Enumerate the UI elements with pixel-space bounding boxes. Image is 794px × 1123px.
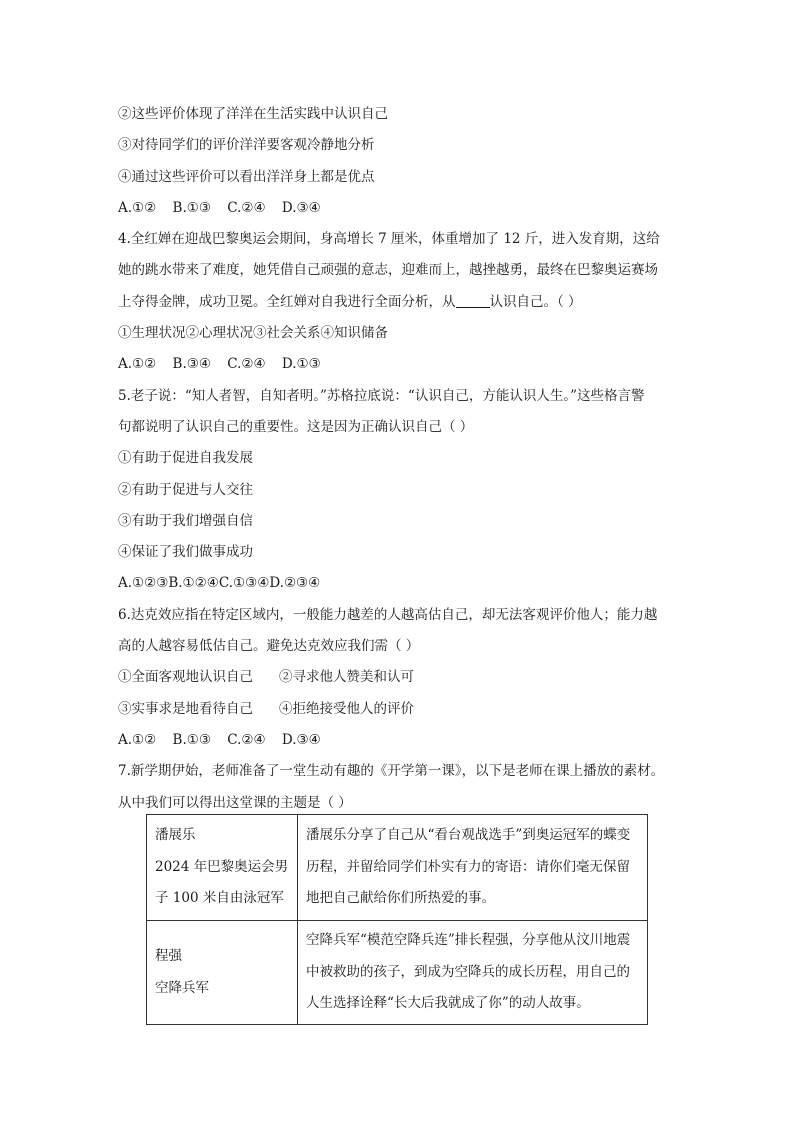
- story-line-1: 空降兵军“模范空降兵连”排长程强，分享他从汶川地震: [306, 932, 631, 949]
- q3-option-b[interactable]: B.①③: [172, 199, 211, 216]
- q4-stem-line-2: 她的跳水带来了难度，她凭借自己顽强的意志，迎难而上，越挫越勇，最终在巴黎奥运赛场: [118, 262, 658, 279]
- q6-options: [118, 725, 688, 756]
- q6-item-4: ④拒绝接受他人的评价: [279, 700, 414, 717]
- q3-option-a[interactable]: A.①②: [118, 199, 157, 216]
- table-cell-person: [147, 921, 298, 1025]
- q6-item-3: ③实事求是地看待自己: [118, 700, 253, 717]
- q4-option-d[interactable]: D.①③: [281, 356, 321, 373]
- question-content: [118, 99, 688, 819]
- q4-stem-line-1: 4.全红婵在迎战巴黎奥运会期间，身高增长 7 厘米，体重增加了 12 斤，进入发育期，这给: [118, 231, 660, 248]
- story-line-2: 中被救助的孩子，到成为空降兵的成长历程，用自己的: [306, 963, 630, 980]
- table-cell-story: [298, 921, 648, 1025]
- q6-option-b[interactable]: B.①③: [172, 731, 211, 748]
- q6-item-1: ①全面客观地认识自己: [118, 669, 253, 686]
- story-line-3: 地把自己献给你们所热爱的事。: [306, 890, 495, 907]
- q3-option-d[interactable]: D.③④: [281, 199, 321, 216]
- q4-option-b[interactable]: B.③④: [172, 356, 211, 373]
- q5-stem-line-2: 句都说明了认识自己的重要性。这是因为正确认识自己（ ）: [118, 418, 474, 435]
- q7-material-table: [146, 814, 648, 1025]
- q6-option-c[interactable]: C.②④: [227, 731, 266, 748]
- q6-option-d[interactable]: D.③④: [281, 731, 321, 748]
- story-line-1: 潘展乐分享了自己从“看台观战选手”到奥运冠军的蝶变: [306, 827, 631, 844]
- q3-item-4: ④通过这些评价可以看出洋洋身上都是优点: [118, 168, 375, 185]
- q4-fill-blank[interactable]: [456, 291, 490, 308]
- table-row: [147, 921, 648, 1025]
- q6-item-2: ②寻求他人赞美和认可: [279, 669, 414, 686]
- q6-items-row-2: [118, 694, 688, 725]
- q6-option-a[interactable]: A.①②: [118, 731, 157, 748]
- q4-option-a[interactable]: A.①②: [118, 356, 157, 373]
- q5-item-3: ③有助于我们增强自信: [118, 512, 253, 529]
- q4-options: [118, 349, 688, 380]
- q3-item-2: ②这些评价体现了洋洋在生活实践中认识自己: [118, 106, 388, 122]
- q4-stem-before-blank: 上夺得金牌，成功卫冕。全红婵对自我进行全面分析，从: [118, 293, 456, 310]
- q4-option-c[interactable]: C.②④: [227, 356, 266, 373]
- table-row: [147, 815, 648, 921]
- q3-option-c[interactable]: C.②④: [227, 199, 266, 216]
- q7-stem-line-2: 从中我们可以得出这堂课的主题是（ ）: [118, 794, 352, 811]
- person-title: 空降兵军: [155, 979, 209, 996]
- q6-stem-line-1: 6.达克效应指在特定区域内，一般能力越差的人越高估自己，却无法客观评价他人；能力越: [118, 606, 658, 623]
- q4-items: ①生理状况②心理状况③社会关系④知识储备: [118, 325, 388, 342]
- story-line-2: 历程，并留给同学们朴实有力的寄语：请你们毫无保留: [306, 858, 630, 875]
- q5-item-1: ①有助于促进自我发展: [118, 450, 253, 467]
- q4-stem-after-blank: 认识自己。（ ）: [489, 293, 582, 310]
- q6-items-row-1: [118, 662, 688, 693]
- person-title-line-1: 2024 年巴黎奥运会男: [155, 858, 289, 875]
- person-title-line-2: 子 100 米自由泳冠军: [155, 890, 284, 907]
- table-cell-person: [147, 815, 298, 921]
- q3-options: [118, 193, 688, 224]
- q5-item-4: ④保证了我们做事成功: [118, 544, 253, 561]
- table-cell-story: [298, 815, 648, 921]
- q5-options[interactable]: A.①②③B.①②④C.①③④D.②③④: [118, 575, 321, 592]
- q7-stem-line-1: 7.新学期伊始，老师准备了一堂生动有趣的《开学第一课》，以下是老师在课上播放的素材。: [118, 763, 665, 780]
- q6-stem-line-2: 高的人越容易低估自己。避免达克效应我们需（ ）: [118, 638, 420, 655]
- q3-item-3: ③对待同学们的评价洋洋要客观冷静地分析: [118, 137, 375, 154]
- q5-stem-line-1: 5.老子说：“知人者智，自知者明。”苏格拉底说：“认识自己，方能认识人生。”这些格言警: [118, 387, 645, 404]
- q4-stem-line-3: [118, 287, 688, 318]
- story-line-3: 人生选择诠释“长大后我就成了你”的动人故事。: [306, 995, 590, 1012]
- person-name: 潘展乐: [155, 827, 196, 844]
- q5-item-2: ②有助于促进与人交往: [118, 481, 253, 498]
- person-name: 程强: [155, 948, 182, 964]
